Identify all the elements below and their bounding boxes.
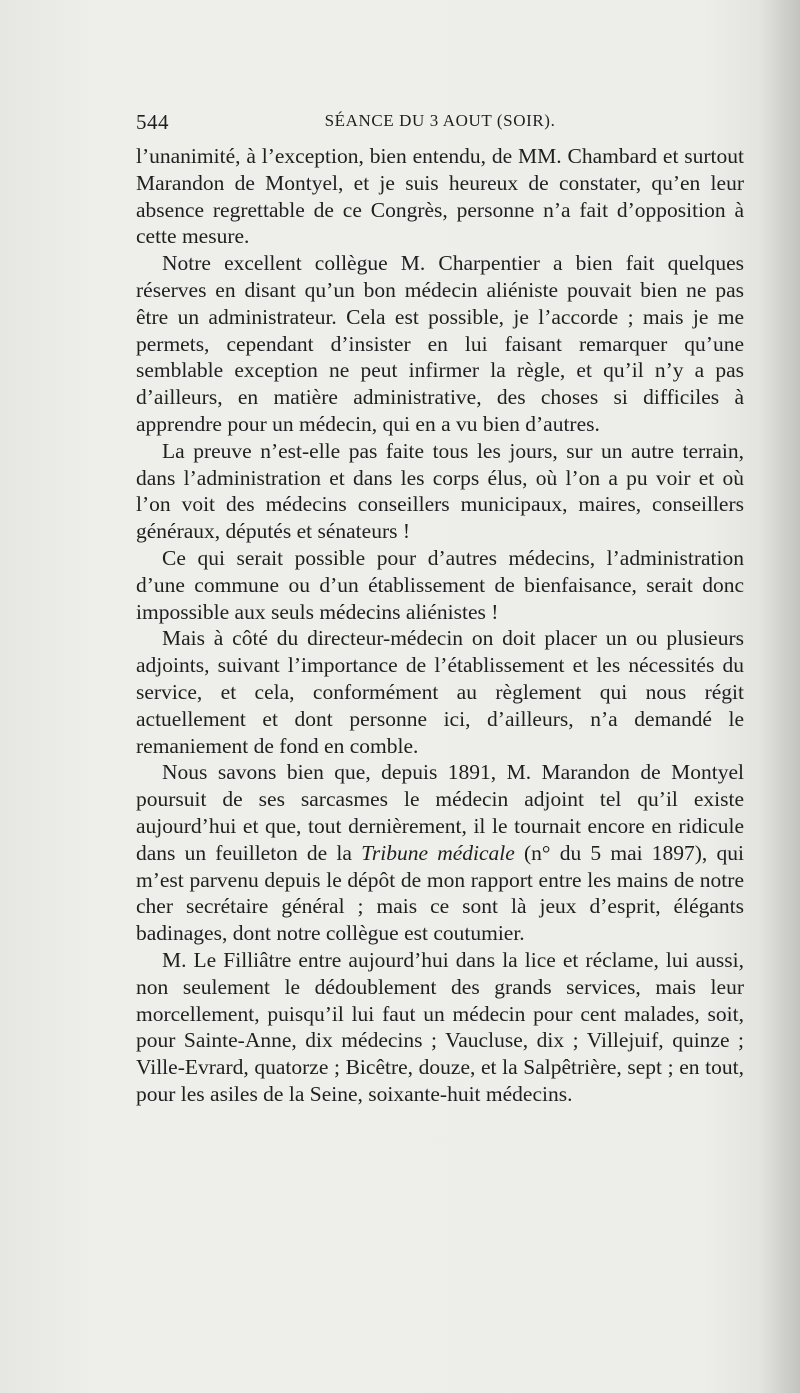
paragraph-7: M. Le Filliâtre entre aujourd’hui dans la lice et réclame, lui aussi, non seulement le dédoublement des grands services, mais leur morcellement, puisqu’il lui faut un médecin pour cent malades, soit, pour Sainte-Anne, dix médecins ; Vaucluse, dix ; Villejuif, quinze ; Ville-Evrard, quatorze ; Bicêtre, douze, et la Salpêtrière, sept ; en tout, pour les asiles de la Seine, soixante-huit médecins. [136, 947, 744, 1106]
running-head [136, 110, 744, 140]
paragraph-2: Notre excellent collègue M. Charpentier a bien fait quelques réserves en disant qu’un bon médecin aliéniste pouvait bien ne pas être un administrateur. Cela est possible, je l’accorde ; mais je me permets, cependant d’insister en lui faisant remarquer qu’une semblable exception ne peut infirmer la règle, et qu’il n’y a pas d’ailleurs, en matière administrative, des choses si difficiles à apprendre pour un médecin, qui en a vu bien d’autres. [136, 251, 744, 436]
paragraph-6-after: (n° du 5 mai 1897), qui m’est parvenu depuis le dépôt de mon rapport entre les mains de notre cher secrétaire général ; mais ce sont là jeux d’esprit, élégants badinages, dont notre collègue est coutumier. [136, 840, 744, 946]
header-title: SÉANCE DU 3 AOUT (SOIR). [324, 111, 556, 130]
paragraph-6 [136, 759, 744, 947]
paragraph-4: Ce qui serait possible pour d’autres médecins, l’administration d’une commune ou d’un établissement de bienfaisance, serait donc impossible aux seuls médecins aliénistes ! [136, 545, 744, 624]
paragraph-3: La preuve n’est-elle pas faite tous les jours, sur un autre terrain, dans l’administration et dans les corps élus, où l’on a pu voir et où l’on voit des médecins conseillers municipaux, maires, conseillers généraux, députés et sénateurs ! [136, 438, 744, 544]
body-text [136, 143, 744, 1108]
paragraph-5: Mais à côté du directeur-médecin on doit placer un ou plusieurs adjoints, suivant l’importance de l’établissement et les nécessités du service, et cela, conformément au règlement qui nous régit actuellement et dont personne ici, d’ailleurs, n’a demandé le remaniement de fond en comble. [136, 626, 744, 758]
journal-title: Tribune médicale [361, 840, 515, 865]
page-edge-shadow [760, 0, 800, 1393]
paragraph-6-before: Nous savons bien que, depuis 1891, M. Marandon de Montyel poursuit de ses sarcasmes le médecin adjoint tel qu’il existe aujourd’hui et que, tout dernièrement, il le tournait encore en ridicule dans un feuilleton de la [136, 760, 744, 865]
page-number: 544 [136, 110, 169, 134]
paragraph-1: l’unanimité, à l’exception, bien entendu, de MM. Chambard et surtout Marandon de Montyel, et je suis heureux de constater, qu’en leur absence regrettable de ce Congrès, personne n’a fait d’opposition à cette mesure. [136, 144, 744, 249]
